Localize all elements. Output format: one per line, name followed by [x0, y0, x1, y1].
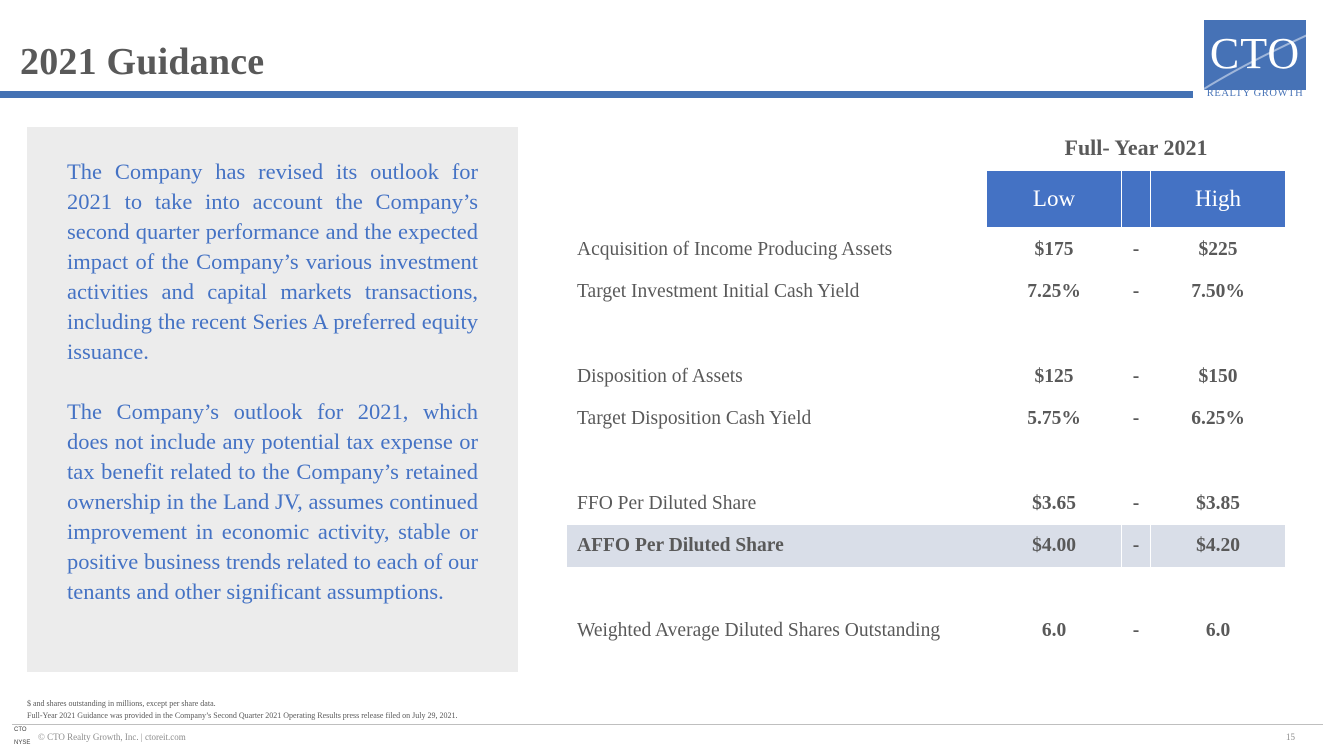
row-label: AFFO Per Diluted Share [577, 535, 784, 556]
row-label: Disposition of Assets [577, 366, 743, 387]
row-high-value: $150 [1198, 366, 1238, 387]
row-high-value: 6.0 [1205, 620, 1231, 641]
row-high-value: 7.50% [1191, 281, 1245, 302]
row-separator: - [1132, 493, 1140, 514]
row-low-value: 7.25% [1027, 281, 1081, 302]
row-low-value: $125 [1034, 366, 1074, 387]
outlook-panel [27, 127, 518, 672]
row-label: Target Investment Initial Cash Yield [577, 281, 860, 302]
logo-subtitle: REALTY GROWTH [1206, 88, 1304, 99]
footer-divider [12, 724, 1323, 725]
row-separator: - [1132, 408, 1140, 429]
row-high-value: $225 [1198, 239, 1238, 260]
row-low-value: $4.00 [1032, 535, 1076, 556]
table-row [567, 610, 1285, 652]
row-separator: - [1132, 620, 1140, 641]
table-row [567, 271, 1285, 313]
company-logo [1204, 20, 1306, 90]
low-column-header: Low [987, 171, 1121, 227]
title-underline [0, 91, 1193, 98]
table-row [567, 483, 1285, 525]
row-low-value: 5.75% [1027, 408, 1081, 429]
row-label: Weighted Average Diluted Shares Outstanding [577, 620, 941, 641]
page-title: 2021 Guidance [20, 41, 265, 83]
footer-logo-exchange: NYSE [14, 740, 31, 746]
row-high-value: 6.25% [1191, 408, 1245, 429]
row-separator: - [1132, 366, 1140, 387]
table-row [567, 398, 1285, 440]
row-separator: - [1132, 535, 1140, 556]
high-column-header: High [1151, 171, 1285, 227]
logo-mark: CTO [1209, 29, 1301, 78]
row-high-value: $4.20 [1196, 535, 1240, 556]
row-label: Target Disposition Cash Yield [577, 408, 812, 429]
table-row [567, 229, 1285, 271]
row-label: FFO Per Diluted Share [577, 493, 757, 514]
row-high-value: $3.85 [1196, 493, 1240, 514]
row-low-value: $175 [1034, 239, 1074, 260]
table-row-highlighted [567, 525, 1285, 567]
outlook-paragraph-2: The Company’s outlook for 2021, which does not include any potential tax expense or tax benefit related to the Company’s retained ownership in the Land JV, assumes continued improvement in economic activity, stable or positive business trends related to each of our tenants and other significant assumptions. [67, 399, 478, 604]
row-low-value: $3.65 [1032, 493, 1076, 514]
copyright-text: © CTO Realty Growth, Inc. | ctoreit.com [38, 732, 186, 742]
outlook-paragraph-1: The Company has revised its outlook for 2021 to take into account the Company’s second quarter performance and the expected impact of the Company’s various investment activities and capital markets transactions, including the recent Series A preferred equity issuance. [67, 159, 478, 364]
footer-logo [14, 727, 30, 747]
row-separator: - [1132, 239, 1140, 260]
row-low-value: 6.0 [1041, 620, 1067, 641]
period-header: Full- Year 2021 [1064, 135, 1208, 160]
page-number: 15 [1286, 732, 1295, 742]
footnote-source: Full-Year 2021 Guidance was provided in the Company’s Second Quarter 2021 Operating Results press release filed on July 29, 2021. [27, 711, 458, 720]
table-row [567, 356, 1285, 398]
row-label: Acquisition of Income Producing Assets [577, 239, 893, 260]
separator-column-header [1122, 171, 1150, 227]
row-separator: - [1132, 281, 1140, 302]
footer-logo-mark: CTO [14, 727, 27, 733]
footnote-units: $ and shares outstanding in millions, except per share data. [27, 699, 216, 708]
